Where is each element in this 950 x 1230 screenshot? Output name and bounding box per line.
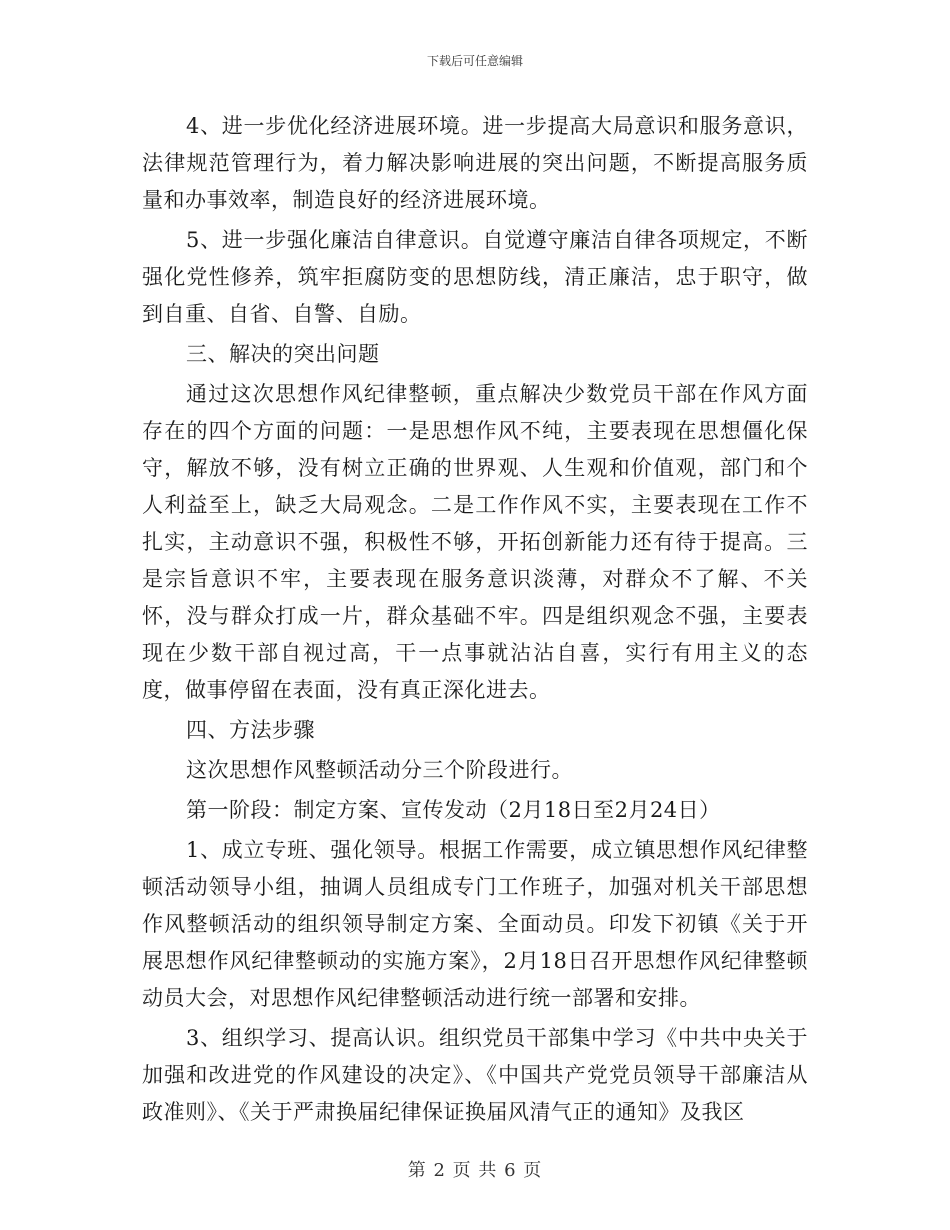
paragraph-step-1: 1、成立专班、强化领导。根据工作需要，成立镇思想作风纪律整顿活动领导小组，抽调人员组成专门工作班子，加强对机关干部思想作风整顿活动的组织领导制定方案、全面动员。印发下初镇《关于开展思想作风纪律整顿动的实施方案》，2月18日召开思想作风纪律整顿动员大会，对思想作风纪律整顿活动进行统一部署和安排。: [142, 838, 808, 1010]
paragraph-step-3: 3、组织学习、提高认识。组织党员干部集中学习《中共中央关于加强和改进党的作风建设的决定》、《中国共产党党员领导干部廉洁从政准则》、《关于严肃换届纪律保证换届风清气正的通知》及我区: [142, 1026, 808, 1124]
page-header: 下载后可任意编辑: [426, 54, 523, 68]
paragraph-problems: 通过这次思想作风纪律整顿，重点解决少数党员干部在作风方面存在的四个方面的问题：一是思想作风不纯，主要表现在思想僵化保守，解放不够，没有树立正确的世界观、人生观和价值观，部门和个人利益至上，缺乏大局观念。二是工作作风不实，主要表现在工作不扎实，主动意识不强，积极性不够，开拓创新能力还有待于提高。三是宗旨意识不牢，主要表现在服务意识淡薄，对群众不了解、不关怀，没与群众打成一片，群众基础不牢。四是组织观念不强，主要表现在少数干部自视过高，干一点事就沾沾自喜，实行有用主义的态度，做事停留在表面，没有真正深化进去。: [142, 382, 808, 702]
page-number-footer: 第 2 页 共 6 页: [407, 1160, 543, 1181]
paragraph-stages-intro: 这次思想作风整顿活动分三个阶段进行。: [186, 758, 573, 782]
section-heading-steps: 四、方法步骤: [186, 718, 315, 742]
section-heading-problems: 三、解决的突出问题: [186, 342, 380, 366]
paragraph-item-4: 4、进一步优化经济进展环境。进一步提高大局意识和服务意识，法律规范管理行为，着力解决影响进展的突出问题，不断提高服务质量和办事效率，制造良好的经济进展环境。: [142, 114, 808, 212]
paragraph-item-5: 5、进一步强化廉洁自律意识。自觉遵守廉洁自律各项规定，不断强化党性修养，筑牢拒腐防变的思想防线，清正廉洁，忠于职守，做到自重、自省、自警、自励。: [142, 228, 808, 326]
document-body: [142, 108, 808, 1134]
stage-one-heading: 第一阶段：制定方案、宣传发动（2月18日至2月24日）: [186, 798, 721, 822]
